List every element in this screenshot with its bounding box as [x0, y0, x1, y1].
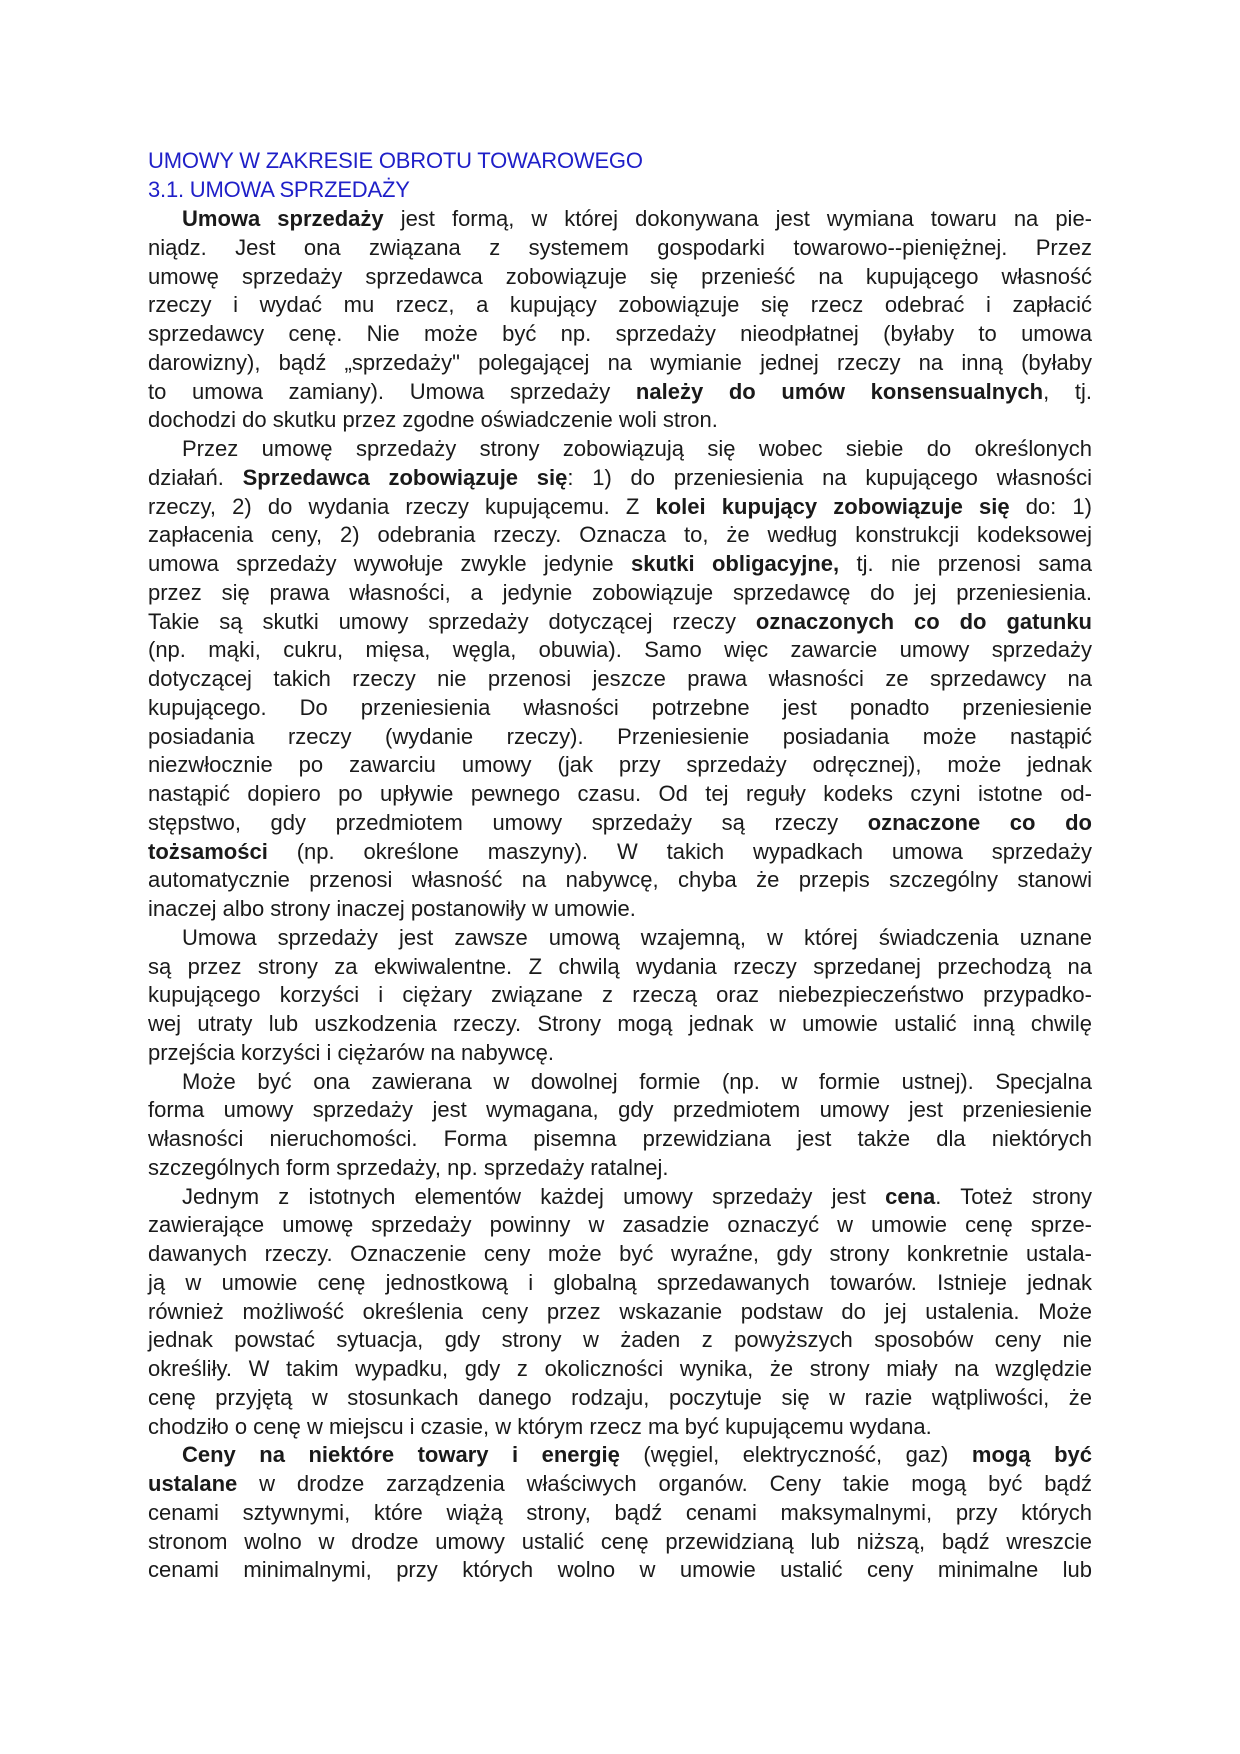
text-line	[148, 1528, 1092, 1557]
subsection-heading: 3.1. UMOWA SPRZEDAŻY	[148, 177, 410, 202]
text-run: zawierające umowę sprzedaży powinny w zasadzie oznaczyć w umowie cenę sprze-	[148, 1212, 1092, 1238]
text-run: wej utraty lub uszkodzenia rzeczy. Strony mogą jednak w umowie ustalić inną chwilę	[148, 1011, 1092, 1036]
text-run: przez się prawa własności, a jedynie zobowiązuje sprzedawcę do jej przeniesienia.	[148, 579, 1092, 605]
text-line	[148, 435, 1092, 464]
text-run: cenami sztywnymi, które wiążą strony, bądź cenami maksymalnymi, przy których	[148, 1499, 1092, 1525]
text-line	[148, 665, 1092, 694]
text-line	[148, 924, 1092, 953]
text-run: niezwłocznie po zawarciu umowy (jak przy sprzedaży odręcznej), może jednak	[148, 752, 1092, 778]
text-run: . Toteż strony	[935, 1183, 1092, 1209]
text-run: przejścia korzyści i ciężarów na nabywcę.	[148, 1039, 554, 1065]
text-run: (węgiel, elektryczność, gaz)	[619, 1442, 972, 1468]
text-line	[148, 263, 1092, 292]
text-line	[148, 1441, 1092, 1470]
text-line	[148, 1470, 1092, 1499]
text-line	[148, 751, 1092, 780]
text-line	[148, 320, 1092, 349]
text-line	[148, 895, 1092, 924]
text-run: niądz. Jest ona związana z systemem gospodarki towarowo--pieniężnej. Przez	[148, 234, 1092, 260]
text-line	[148, 406, 1092, 435]
text-run: forma umowy sprzedaży jest wymagana, gdy przedmiotem umowy jest przeniesienie	[148, 1097, 1092, 1123]
text-run: kupującego korzyści i ciężary związane z rzeczą oraz niebezpieczeństwo przypadko-	[148, 982, 1092, 1008]
text-run: stępstwo, gdy przedmiotem umowy sprzedaży są rzeczy	[148, 809, 868, 835]
text-line	[148, 694, 1092, 723]
text-line	[148, 1211, 1092, 1240]
bold-term: mogą być	[971, 1442, 1092, 1468]
text-run: jest formą, w której dokonywana jest wymiana towaru na pie-	[383, 206, 1093, 231]
text-run: chodziło o cenę w miejscu i czasie, w którym rzecz ma być kupującemu wydana.	[148, 1413, 932, 1439]
text-run: są przez strony za ekwiwalentne. Z chwilą wydania rzeczy sprzedanej przechodzą na	[148, 953, 1092, 979]
bold-term: Sprzedawca zobowiązuje się	[242, 464, 568, 490]
text-run: rzeczy, 2) do wydania rzeczy kupującemu. Z	[148, 493, 656, 519]
text-run: posiadania rzeczy (wydanie rzeczy). Przeniesienie posiadania może nastąpić	[148, 723, 1092, 749]
text-line	[148, 349, 1092, 378]
bold-term: ustalane	[148, 1471, 238, 1496]
text-line	[148, 464, 1092, 493]
text-run: dawanych rzeczy. Oznaczenie ceny może być wyraźne, gdy strony konkretnie ustala-	[148, 1241, 1092, 1266]
bold-term: Ceny na niektóre towary i energię	[182, 1442, 620, 1468]
text-run: inaczej albo strony inaczej postanowiły w umowie.	[148, 896, 636, 921]
text-run: , tj.	[1043, 378, 1092, 404]
text-run: również możliwość określenia ceny przez wskazanie podstaw do jej ustalenia. Może	[148, 1298, 1092, 1324]
text-run: Może być ona zawierana w dowolnej formie (np. w formie ustnej). Specjalna	[182, 1068, 1092, 1094]
bold-term: oznaczone co do	[867, 809, 1092, 835]
text-run: to umowa zamiany). Umowa sprzedaży	[148, 378, 636, 404]
text-run: określiły. W takim wypadku, gdy z okoliczności wynika, że strony miały na względzie	[148, 1356, 1092, 1381]
text-run: szczególnych form sprzedaży, np. sprzedaży ratalnej.	[148, 1154, 669, 1180]
text-line	[148, 579, 1092, 608]
text-line	[148, 1556, 1092, 1585]
text-run: Jednym z istotnych elementów każdej umowy sprzedaży jest	[182, 1183, 886, 1209]
text-run: (np. mąki, cukru, mięsa, węgla, obuwia). Samo więc zawarcie umowy sprzedaży	[148, 637, 1092, 663]
text-line	[148, 608, 1092, 637]
text-run: automatycznie przenosi własność na nabywcę, chyba że przepis szczególny stanowi	[148, 867, 1092, 893]
text-line	[148, 1068, 1092, 1097]
text-line	[148, 1384, 1092, 1413]
text-line	[148, 1125, 1092, 1154]
text-run: umowa sprzedaży wywołuje zwykle jedynie	[148, 551, 632, 576]
text-line	[148, 1096, 1092, 1125]
text-run: (np. określone maszyny). W takich wypadkach umowa sprzedaży	[267, 838, 1092, 864]
bold-term: skutki obligacyjne,	[631, 551, 840, 576]
text-run: dochodzi do skutku przez zgodne oświadczenie woli stron.	[148, 407, 718, 433]
bold-term: tożsamości	[148, 838, 268, 864]
text-run: Umowa sprzedaży jest zawsze umową wzajemną, w której świadczenia uznane	[182, 924, 1092, 950]
text-line	[148, 291, 1092, 320]
text-line	[148, 1269, 1092, 1298]
text-run: rzeczy i wydać mu rzecz, a kupujący zobowiązuje się rzecz odebrać i zapłacić	[148, 292, 1092, 318]
text-run: do: 1)	[1009, 493, 1092, 519]
text-run: umowę sprzedaży sprzedawca zobowiązuje się przenieść na kupującego własność	[148, 263, 1092, 289]
bold-term: oznaczonych co do gatunku	[755, 608, 1092, 634]
text-line	[148, 378, 1092, 407]
text-run: : 1) do przeniesienia na kupującego własności	[567, 464, 1092, 490]
text-run: kupującego. Do przeniesienia własności potrzebne jest ponadto przeniesienie	[148, 694, 1092, 720]
text-run: zapłacenia ceny, 2) odebrania rzeczy. Oznacza to, że według konstrukcji kodeksowej	[148, 522, 1092, 548]
text-line	[148, 550, 1092, 579]
bold-term: należy do umów konsensualnych	[635, 378, 1044, 404]
text-line	[148, 1413, 1092, 1442]
text-run: cenę przyjętą w stosunkach danego rodzaju, poczytuje się w razie wątpliwości, że	[148, 1384, 1092, 1410]
text-run: tj. nie przenosi sama	[839, 551, 1093, 576]
text-line	[148, 205, 1092, 234]
text-line	[148, 809, 1092, 838]
text-line	[148, 953, 1092, 982]
text-line	[148, 521, 1092, 550]
text-line	[148, 1326, 1092, 1355]
text-line	[148, 1298, 1092, 1327]
bold-term: kolei kupujący zobowiązuje się	[655, 493, 1010, 519]
text-run: dotyczącej takich rzeczy nie przenosi jeszcze prawa własności ze sprzedawcy na	[148, 666, 1092, 691]
text-line	[148, 1010, 1092, 1039]
body-text	[148, 205, 1092, 1585]
text-line	[148, 1240, 1092, 1269]
text-line	[148, 981, 1092, 1010]
text-line	[148, 1355, 1092, 1384]
text-run: w drodze zarządzenia właściwych organów. Ceny takie mogą być bądź	[237, 1471, 1092, 1496]
text-run: własności nieruchomości. Forma pisemna przewidziana jest także dla niektórych	[148, 1126, 1092, 1151]
text-line	[148, 493, 1092, 522]
text-run: nastąpić dopiero po upływie pewnego czasu. Od tej reguły kodeks czyni istotne od-	[148, 781, 1092, 806]
text-line	[148, 780, 1092, 809]
section-heading: UMOWY W ZAKRESIE OBROTU TOWAROWEGO	[148, 148, 643, 173]
text-run: Takie są skutki umowy sprzedaży dotyczącej rzeczy	[148, 608, 756, 634]
text-line	[148, 1039, 1092, 1068]
text-run: ją w umowie cenę jednostkową i globalną sprzedawanych towarów. Istnieje jednak	[148, 1269, 1092, 1295]
bold-term: cena	[885, 1183, 936, 1209]
text-run: darowizny), bądź „sprzedaży" polegającej na wymianie jednej rzeczy na inną (byłaby	[148, 349, 1092, 375]
text-line	[148, 723, 1092, 752]
text-line	[148, 866, 1092, 895]
text-run: działań.	[148, 464, 243, 490]
text-run: jednak powstać sytuacja, gdy strony w żaden z powyższych sposobów ceny nie	[148, 1327, 1092, 1353]
text-run: Przez umowę sprzedaży strony zobowiązują się wobec siebie do określonych	[182, 436, 1092, 461]
text-line	[148, 234, 1092, 263]
text-run: sprzedawcy cenę. Nie może być np. sprzedaży nieodpłatnej (byłaby to umowa	[148, 321, 1092, 346]
text-run: stronom wolno w drodze umowy ustalić cenę przewidzianą lub niższą, bądź wreszcie	[148, 1528, 1092, 1554]
text-line	[148, 838, 1092, 867]
bold-term: Umowa sprzedaży	[182, 206, 384, 231]
text-line	[148, 1154, 1092, 1183]
text-line	[148, 636, 1092, 665]
text-run: cenami minimalnymi, przy których wolno w umowie ustalić ceny minimalne lub	[148, 1557, 1092, 1583]
text-line	[148, 1499, 1092, 1528]
text-line	[148, 1183, 1092, 1212]
